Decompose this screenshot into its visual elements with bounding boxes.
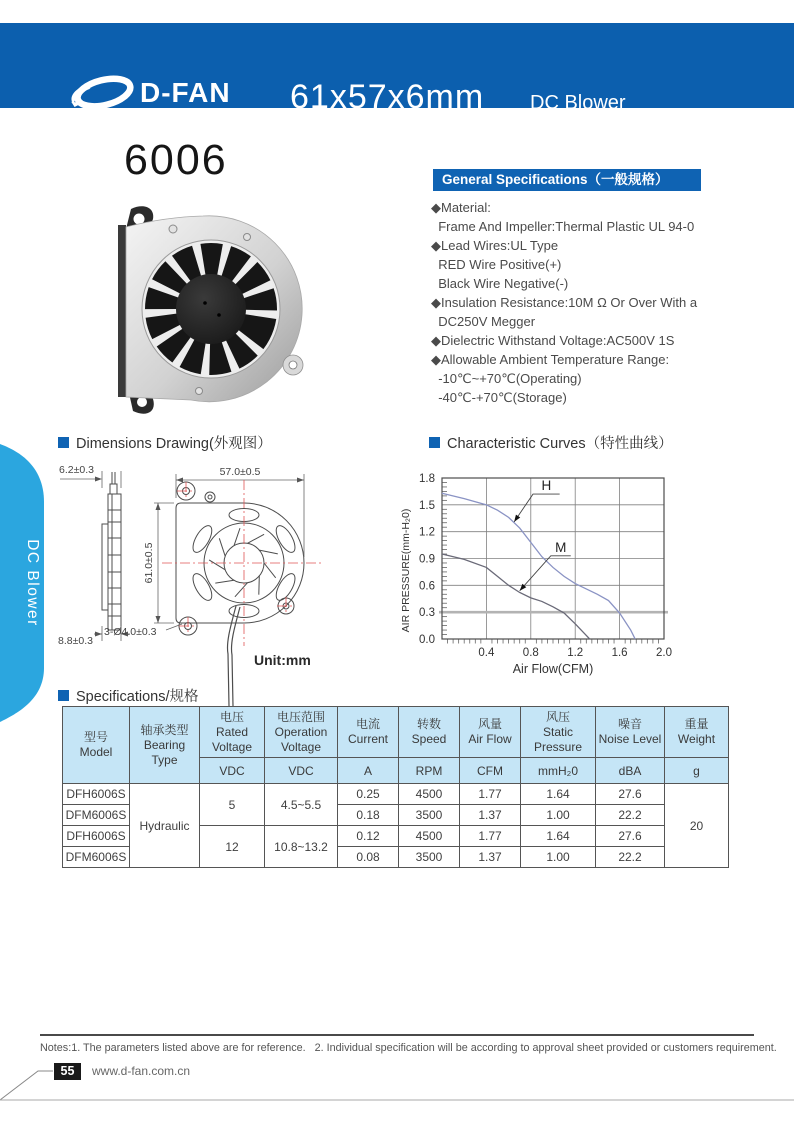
website-text: www.d-fan.com.cn	[92, 1064, 191, 1078]
unit-rated-voltage: VDC	[200, 758, 265, 784]
cell-air-flow: 1.77	[460, 826, 521, 847]
table-header-row	[63, 707, 729, 758]
col-header-pressure: 风压 Static Pressure	[521, 707, 596, 758]
cell-operation-voltage: 10.8~13.2	[265, 826, 338, 868]
dimensions-title-text: Dimensions Drawing(外观图）	[76, 436, 272, 452]
cell-model: DFH6006S	[63, 784, 130, 805]
brand-logo	[66, 73, 231, 113]
dim-holes: 3-Ø4.0±0.3	[104, 626, 157, 638]
col-header-operation-voltage: 电压范围 Operation Voltage	[265, 707, 338, 758]
cell-speed: 3500	[399, 847, 460, 868]
curve-H	[442, 493, 635, 639]
logo-text: D-FAN	[140, 77, 231, 108]
cell-current: 0.08	[338, 847, 399, 868]
col-header-speed: 转数 Speed	[399, 707, 460, 758]
fan-logo-icon	[66, 73, 138, 113]
chart-ylabel: AIR PRESSURE(mm-H₂0)	[400, 508, 412, 633]
general-specs-title: General Specifications（一般规格）	[442, 172, 669, 187]
cell-noise: 27.6	[596, 784, 665, 805]
product-size: 61x57x6mm	[290, 78, 485, 116]
sidebar-tab	[0, 438, 50, 730]
square-bullet-icon	[58, 690, 69, 701]
svg-text:0.4: 0.4	[478, 647, 495, 659]
page-number-badge: 55	[54, 1063, 81, 1080]
cell-current: 0.25	[338, 784, 399, 805]
unit-weight: g	[665, 758, 729, 784]
cell-model: DFH6006S	[63, 826, 130, 847]
general-specs-list	[431, 198, 776, 407]
specifications-section-title	[58, 685, 199, 706]
spec-line: ◆Dielectric Withstand Voltage:AC500V 1S	[431, 333, 675, 348]
cell-bearing: Hydraulic	[130, 784, 200, 868]
cell-noise: 27.6	[596, 826, 665, 847]
spec-line: ◆Material:	[431, 200, 491, 215]
svg-text:1.5: 1.5	[419, 499, 435, 512]
col-header-noise: 噪音 Noise Level	[596, 707, 665, 758]
side-view	[102, 472, 121, 630]
cell-current: 0.18	[338, 805, 399, 826]
curve-label-H: H	[541, 478, 552, 494]
cell-air-flow: 1.37	[460, 805, 521, 826]
dim-height: 61.0±0.5	[143, 542, 155, 584]
col-header-model: 型号 Model	[63, 707, 130, 784]
svg-text:0.6: 0.6	[419, 580, 435, 593]
col-header-rated-voltage: 电压 Rated Voltage	[200, 707, 265, 758]
cell-noise: 22.2	[596, 805, 665, 826]
header-bar	[0, 23, 794, 116]
cell-speed: 3500	[399, 805, 460, 826]
dimensions-section-title	[58, 432, 272, 453]
svg-text:2.0: 2.0	[656, 647, 672, 659]
unit-pressure: mmH₂0	[521, 758, 596, 784]
spec-line: ◆Allowable Ambient Temperature Range:	[431, 352, 670, 367]
cell-speed: 4500	[399, 784, 460, 805]
cell-speed: 4500	[399, 826, 460, 847]
unit-noise: dBA	[596, 758, 665, 784]
cell-noise: 22.2	[596, 847, 665, 868]
product-photo	[95, 193, 317, 415]
spec-table	[62, 706, 729, 868]
spec-line: DC250V Megger	[431, 314, 536, 329]
sidebar-label: DC Blower	[24, 539, 41, 627]
unit-operation-voltage: VDC	[265, 758, 338, 784]
centerlines	[162, 480, 322, 646]
front-view	[176, 482, 304, 706]
cell-rated-voltage: 12	[200, 826, 265, 868]
cell-pressure: 1.64	[521, 826, 596, 847]
spec-line: ◆Insulation Resistance:10M Ω Or Over With a	[431, 295, 698, 310]
frame-left-edge	[118, 225, 126, 397]
cell-air-flow: 1.77	[460, 784, 521, 805]
col-header-current: 电流 Current	[338, 707, 399, 758]
general-specs-header	[433, 169, 701, 191]
cell-air-flow: 1.37	[460, 847, 521, 868]
svg-text:0.3: 0.3	[419, 607, 435, 620]
unit-label: Unit:mm	[254, 652, 311, 668]
curves-title-text: Characteristic Curves（特性曲线）	[447, 436, 673, 452]
cell-weight: 20	[665, 784, 729, 868]
spec-line: -40℃-+70℃(Storage)	[431, 390, 567, 405]
characteristic-curves-chart	[398, 458, 794, 698]
curve-label-M: M	[555, 539, 567, 555]
svg-text:0.0: 0.0	[419, 634, 435, 646]
spec-line: -10℃~+70℃(Operating)	[431, 371, 582, 386]
svg-text:0.9: 0.9	[419, 553, 435, 566]
spec-line: Frame And Impeller:Thermal Plastic UL 94-0	[431, 219, 695, 234]
square-bullet-icon	[429, 437, 440, 448]
cell-pressure: 1.64	[521, 784, 596, 805]
notes-text: Notes:1. The parameters listed above are for reference. 2. Individual specification will be according to approval sheet provided or customers requirement.	[40, 1042, 777, 1054]
cell-model: DFM6006S	[63, 805, 130, 826]
cell-operation-voltage: 4.5~5.5	[265, 784, 338, 826]
specs-title-text: Specifications/规格	[76, 689, 199, 705]
product-type: DC Blower	[530, 92, 626, 114]
col-header-bearing: 轴承类型 Bearing Type	[130, 707, 200, 784]
chart-xlabel: Air Flow(CFM)	[512, 662, 594, 676]
spec-line: RED Wire Positive(+)	[431, 257, 562, 272]
unit-air-flow: CFM	[460, 758, 521, 784]
unit-speed: RPM	[399, 758, 460, 784]
dimensions-drawing	[58, 458, 403, 708]
col-header-weight: 重量 Weight	[665, 707, 729, 758]
svg-text:1.2: 1.2	[419, 526, 435, 539]
unit-current: A	[338, 758, 399, 784]
cell-pressure: 1.00	[521, 847, 596, 868]
dim-depth-top: 6.2±0.3	[59, 464, 94, 476]
dim-width: 57.0±0.5	[219, 466, 261, 478]
fan-impeller	[142, 240, 280, 378]
svg-text:1.8: 1.8	[419, 473, 435, 485]
svg-text:1.6: 1.6	[611, 647, 628, 659]
table-row	[63, 784, 729, 805]
cell-rated-voltage: 5	[200, 784, 265, 826]
spec-line: ◆Lead Wires:UL Type	[431, 238, 559, 253]
cell-pressure: 1.00	[521, 805, 596, 826]
svg-text:0.8: 0.8	[522, 647, 539, 659]
spec-line: Black Wire Negative(-)	[431, 276, 569, 291]
model-number: 6006	[124, 136, 228, 184]
cell-model: DFM6006S	[63, 847, 130, 868]
col-header-air-flow: 风量 Air Flow	[460, 707, 521, 758]
dim-depth-bottom: 8.8±0.3	[58, 635, 93, 647]
notes-divider	[40, 1034, 754, 1036]
svg-text:1.2: 1.2	[567, 647, 584, 659]
cell-current: 0.12	[338, 826, 399, 847]
square-bullet-icon	[58, 437, 69, 448]
curves-section-title	[429, 432, 673, 453]
curve-M	[442, 554, 590, 639]
